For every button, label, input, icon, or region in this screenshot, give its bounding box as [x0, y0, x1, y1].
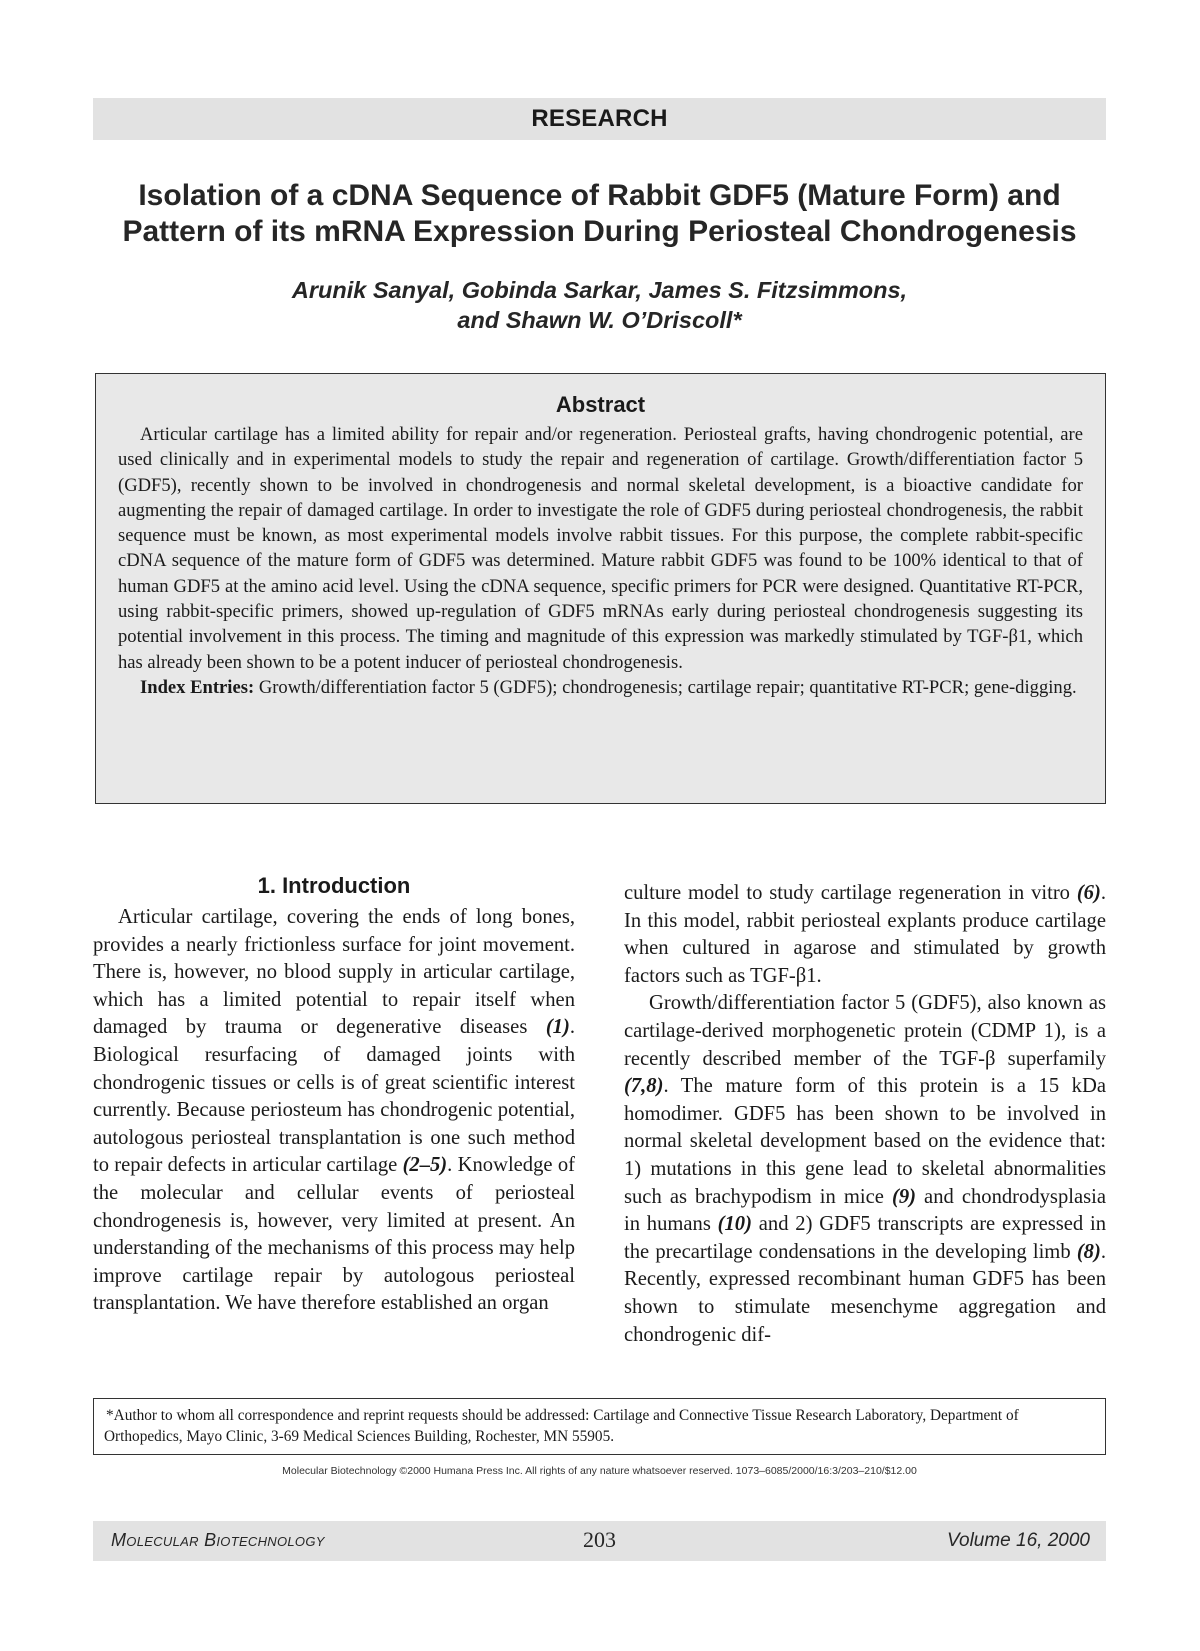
text-run: culture model to study cartilage regeneration in vitro — [624, 882, 1077, 904]
authors-line-2: and Shawn W. O’Driscoll* — [457, 307, 742, 333]
left-column — [93, 872, 575, 1318]
citation: (1) — [545, 1016, 570, 1039]
index-entries-text: Growth/differentiation factor 5 (GDF5); chondrogenesis; cartilage repair; quantitative RT-PCR; gene-digging. — [258, 676, 1077, 698]
right-column — [624, 880, 1106, 1349]
index-entries — [118, 675, 1083, 700]
intro-paragraph-continued — [624, 880, 1106, 990]
title-line-2: Pattern of its mRNA Expression During Periosteal Chondrogenesis — [122, 215, 1077, 248]
section-label: RESEARCH — [93, 98, 1106, 140]
abstract-box — [95, 373, 1106, 804]
citation: (8) — [1076, 1240, 1101, 1263]
intro-paragraph-2 — [624, 990, 1106, 1349]
citation: (9) — [891, 1185, 916, 1208]
index-entries-label: Index Entries: — [140, 676, 255, 698]
text-run: . Knowledge of the molecular and cellular events of periosteal chondrogenesis is, however, very limited at present. An understanding of the mechanisms of this process may help improve cartilage repair by autologous periosteal transplantation. We have therefore established an organ — [93, 1154, 575, 1315]
footnote-text: *Author to whom all correspondence and reprint requests should be addressed: Cartilage and Connective Tissue Research Laboratory, Department of Orthopedics, Mayo Clinic, 3-69 Medical Sciences Building, Rochester, MN 55905. — [104, 1407, 1019, 1445]
citation: (6) — [1076, 882, 1101, 904]
author-list — [93, 275, 1106, 335]
text-run: . The mature form of this protein is a 15 kDa homodimer. GDF5 has been shown to be involved in normal skeletal development based on the evidence that: 1) mutations in this gene lead to skeletal abnormalities such as brachypodism in mice — [624, 1075, 1106, 1208]
copyright-line: Molecular Biotechnology ©2000 Humana Press Inc. All rights of any nature whatsoever reserved. 1073–6085/2000/16:3/203–210/$12.00 — [282, 1465, 917, 1477]
article-title — [93, 178, 1106, 250]
text-run: Growth/differentiation factor 5 (GDF5), also known as cartilage-derived morphogenetic protein (CDMP 1), is a recently described member of the TGF-β superfamily — [624, 992, 1106, 1070]
citation: (7,8) — [624, 1075, 664, 1098]
text-run: and 2) GDF5 transcripts are expressed in the precartilage condensations in the developing limb — [624, 1213, 1106, 1263]
text-run: . In this model, rabbit periosteal explants produce cartilage when cultured in agarose and stimulated by growth factors such as TGF-β1. — [624, 882, 1106, 987]
text-run: and chondrodysplasia in humans — [624, 1185, 1106, 1236]
page-footer — [93, 1521, 1106, 1561]
journal-name: Molecular Biotechnology — [111, 1530, 325, 1550]
text-run: Articular cartilage, covering the ends of long bones, provides a nearly frictionless surface for joint movement. There is, however, no blood supply in articular cartilage, which has a limited potential to repair itself when damaged by trauma or degenerative diseases — [93, 906, 575, 1039]
citation: (2–5) — [402, 1154, 448, 1177]
text-run: . Recently, expressed recombinant human GDF5 has been shown to stimulate mesenchyme aggregation and chondrogenic dif- — [624, 1240, 1106, 1346]
correspondence-footnote — [93, 1398, 1106, 1455]
text-run: . Biological resurfacing of damaged joints with chondrogenic tissues or cells is of great scientific interest currently. Because periosteum has chondrogenic potential, autologous periosteal transplantation is one such method to repair defects in articular cartilage — [93, 1016, 575, 1177]
introduction-heading: 1. Introduction — [257, 873, 411, 898]
abstract-text: Articular cartilage has a limited ability for repair and/or regeneration. Periosteal grafts, having chondrogenic potential, are used clinically and in experimental models to study the repair and regeneration of cartilage. Growth/differentiation factor 5 (GDF5), recently shown to be involved in chondrogenesis and normal skeletal development, is a bioactive candidate for augmenting the repair of damaged cartilage. In order to investigate the role of GDF5 during periosteal chondrogenesis, the rabbit sequence must be known, as most experimental models involve rabbit tissues. For this purpose, the complete rabbit-specific cDNA sequence of the mature form of GDF5 was determined. Mature rabbit GDF5 was found to be 100% identical to that of human GDF5 at the amino acid level. Using the cDNA sequence, specific primers for PCR were designed. Quantitative RT-PCR, using rabbit-specific primers, showed up-regulation of GDF5 mRNAs early during periosteal chondrogenesis suggesting its potential involvement in this process. The timing and magnitude of this expression was markedly stimulated by TGF-β1, which has already been shown to be a potent inducer of periosteal chondrogenesis. — [118, 424, 1083, 673]
abstract-heading: Abstract — [555, 392, 646, 417]
citation: (10) — [717, 1213, 752, 1236]
title-line-1: Isolation of a cDNA Sequence of Rabbit GDF5 (Mature Form) and — [138, 179, 1061, 212]
volume-info: Volume 16, 2000 — [947, 1530, 1090, 1551]
authors-line-1: Arunik Sanyal, Gobinda Sarkar, James S. Fitzsimmons, — [291, 277, 908, 303]
page-number: 203 — [583, 1527, 616, 1552]
intro-paragraph-1 — [93, 904, 575, 1318]
